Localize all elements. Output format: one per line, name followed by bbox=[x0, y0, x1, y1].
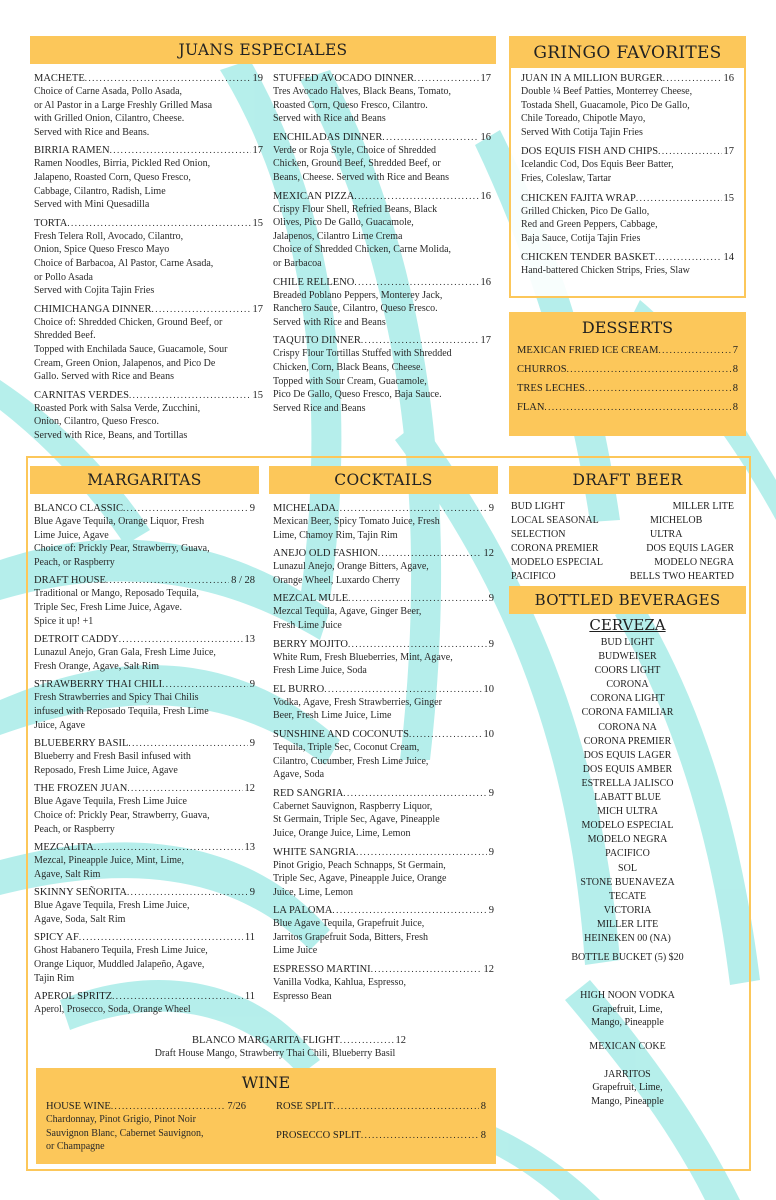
item-price: 16 bbox=[480, 190, 491, 202]
section-title-desserts: DESSERTS bbox=[581, 318, 674, 337]
juans-especiales-section bbox=[30, 36, 496, 64]
list-item: MILLER LITE bbox=[596, 918, 659, 930]
item-name: STRAWBERRY THAI CHILI bbox=[34, 679, 163, 691]
draft-right: DOS EQUIS LAGER bbox=[646, 543, 734, 554]
draft-left: MODELO ESPECIAL bbox=[511, 557, 603, 568]
item-price: 8 bbox=[732, 402, 738, 413]
menu-item bbox=[273, 190, 491, 271]
item-price: 16 bbox=[723, 73, 734, 84]
menu-item bbox=[521, 251, 734, 278]
menu-item bbox=[521, 145, 734, 185]
section-title-cocktails: COCKTAILS bbox=[269, 466, 498, 494]
list-item: HEINEKEN 00 (NA) bbox=[584, 932, 671, 944]
section-title-wine: WINE bbox=[241, 1073, 291, 1092]
item-name: BLUEBERRY BASIL bbox=[34, 738, 129, 750]
item-name: MICHELADA bbox=[273, 503, 336, 514]
cerveza-title: CERVEZA bbox=[589, 616, 666, 634]
menu-item bbox=[34, 990, 255, 1017]
cerveza-list bbox=[509, 636, 746, 965]
item-description: Breaded Poblano Peppers, Monterey Jack, Ranchero Sauce, Cilantro, Queso Fresco. Served with Rice and Beans bbox=[273, 289, 443, 328]
cocktails-section bbox=[269, 466, 498, 1008]
item-name: DOS EQUIS FISH AND CHIPS bbox=[521, 146, 659, 158]
item-description: Icelandic Cod, Dos Equis Beer Batter, Fries, Coleslaw, Tartar bbox=[521, 159, 674, 184]
menu-item bbox=[273, 502, 494, 542]
section-title-draft: DRAFT BEER bbox=[509, 466, 746, 494]
section-title-gringo: GRINGO FAVORITES bbox=[511, 38, 744, 68]
item-name: DRAFT HOUSE bbox=[34, 575, 106, 587]
item-price: 9 bbox=[488, 503, 494, 514]
draft-row bbox=[511, 570, 734, 584]
menu-item bbox=[273, 131, 491, 185]
draft-right: BELLS TWO HEARTED bbox=[629, 571, 734, 582]
item-price: 10 bbox=[483, 728, 494, 740]
item-price: 15 bbox=[723, 192, 734, 204]
item-name: THE FROZEN JUAN bbox=[34, 783, 128, 795]
item-price: 9 bbox=[249, 679, 255, 691]
item-name: MEXICAN FRIED ICE CREAM bbox=[517, 345, 659, 356]
wine-right-column bbox=[276, 1100, 486, 1159]
draft-row bbox=[511, 542, 734, 556]
section-title-juans: JUANS ESPECIALES bbox=[30, 36, 496, 64]
mexican-coke: MEXICAN COKE bbox=[589, 1040, 666, 1052]
item-description: Tres Avocado Halves, Black Beans, Tomato, Roasted Corn, Queso Fresco, Cilantro. Served with Rice and Beans bbox=[273, 86, 451, 125]
item-name: TORTA bbox=[34, 217, 68, 229]
menu-item bbox=[34, 574, 255, 628]
item-description: Draft House Mango, Strawberry Thai Chili, Blueberry Basil bbox=[154, 1048, 396, 1059]
menu-item bbox=[276, 1100, 486, 1113]
item-price: 13 bbox=[244, 634, 255, 646]
item-description: Tequila, Triple Sec, Coconut Cream, Cilantro, Cucumber, Fresh Lime Juice, Agave, Soda bbox=[273, 741, 429, 781]
margarita-flight bbox=[110, 1034, 440, 1061]
menu-item bbox=[276, 1129, 486, 1142]
item-price: 7 bbox=[732, 345, 738, 356]
item-price: 14 bbox=[723, 252, 734, 264]
list-item: CORONA LIGHT bbox=[590, 693, 665, 705]
menu-item bbox=[273, 683, 494, 723]
item-name: TRES LECHES bbox=[517, 383, 585, 394]
menu-item bbox=[273, 787, 494, 841]
menu-item bbox=[517, 401, 738, 414]
menu-item bbox=[517, 363, 738, 376]
item-description: Fresh Telera Roll, Avocado, Cilantro, Onion, Spice Queso Fresco Mayo Choice of Barbacoa, Al Pastor, Carne Asada, or Pollo Asada Served with Cojita Tajin Fries bbox=[34, 230, 214, 297]
item-description: Vodka, Agave, Fresh Strawberries, Ginger Beer, Fresh Lime Juice, Lime bbox=[273, 696, 442, 722]
menu-item bbox=[34, 931, 255, 985]
item-name: FLAN bbox=[517, 402, 545, 413]
menu-item bbox=[34, 217, 263, 298]
draft-right: MILLER LITE bbox=[672, 501, 734, 512]
item-price: 12 bbox=[483, 964, 494, 976]
item-price: 15 bbox=[252, 217, 263, 229]
item-description: Mexican Beer, Spicy Tomato Juice, Fresh Lime, Chamoy Rim, Tajin Rim bbox=[273, 516, 440, 541]
menu-item bbox=[34, 782, 255, 836]
item-price: 9 bbox=[488, 638, 494, 650]
list-item: SOL bbox=[618, 862, 637, 874]
item-description: Lunazul Anejo, Orange Bitters, Agave, Orange Wheel, Luxardo Cherry bbox=[273, 561, 429, 586]
item-price: 15 bbox=[252, 389, 263, 401]
item-price: 9 bbox=[249, 503, 255, 514]
item-price: 9 bbox=[488, 905, 494, 917]
bottle-bucket: BOTTLE BUCKET (5) $20 bbox=[571, 952, 684, 964]
list-item: DOS EQUIS LAGER bbox=[583, 749, 672, 761]
item-name: CARNITAS VERDES bbox=[34, 389, 129, 401]
item-price: 7/26 bbox=[227, 1101, 246, 1112]
jarritos-title: JARRITOS bbox=[604, 1068, 651, 1080]
jarritos bbox=[509, 1068, 746, 1109]
item-description: Blue Agave Tequila, Orange Liquor, Fresh Lime Juice, Agave Choice of: Prickly Pear, Strawberry, Guava, Peach, or Raspberry bbox=[34, 516, 210, 568]
item-name: ESPRESSO MARTINI bbox=[273, 964, 371, 976]
item-name: SPICY AF bbox=[34, 932, 79, 944]
item-name: STUFFED AVOCADO DINNER bbox=[273, 73, 414, 84]
menu-item bbox=[273, 904, 494, 958]
menu-item bbox=[273, 276, 491, 330]
draft-left: CORONA PREMIER bbox=[511, 543, 599, 554]
item-price: 11 bbox=[244, 991, 255, 1003]
item-description: Grilled Chicken, Pico De Gallo, Red and Green Peppers, Cabbage, Baja Sauce, Cotija Tajin Fries bbox=[521, 205, 658, 244]
item-name: CHICKEN TENDER BASKET bbox=[521, 252, 655, 264]
list-item: BUDWEISER bbox=[598, 651, 657, 663]
menu-item bbox=[517, 382, 738, 395]
menu-item bbox=[34, 389, 263, 443]
jarritos-desc: Grapefruit, Lime, Mango, Pineapple bbox=[591, 1082, 664, 1107]
item-description: Chardonnay, Pinot Grigio, Pinot Noir Sauvignon Blanc, Cabernet Sauvignon, or Champagne bbox=[46, 1114, 204, 1153]
list-item: MICH ULTRA bbox=[596, 806, 659, 818]
draft-right: MODELO NEGRA bbox=[654, 557, 734, 568]
item-name: TAQUITO DINNER bbox=[273, 335, 361, 347]
menu-item bbox=[273, 547, 494, 587]
item-description: Blue Agave Tequila, Grapefruit Juice, Jarritos Grapefruit Soda, Bitters, Fresh Lime Juice bbox=[273, 918, 428, 957]
high-noon-title: HIGH NOON VODKA bbox=[580, 990, 675, 1002]
item-description: Blue Agave Tequila, Fresh Lime Juice, Agave, Soda, Salt Rim bbox=[34, 900, 190, 925]
item-name: BERRY MOJITO bbox=[273, 638, 348, 650]
wine-section bbox=[36, 1068, 496, 1164]
item-name: BLANCO MARGARITA FLIGHT bbox=[191, 1035, 340, 1046]
item-name: MEZCALITA bbox=[34, 842, 94, 854]
list-item: STONE BUENAVEZA bbox=[580, 876, 675, 888]
item-description: Lunazul Anejo, Gran Gala, Fresh Lime Juice, Fresh Orange, Agave, Salt Rim bbox=[34, 647, 216, 672]
high-noon bbox=[509, 989, 746, 1030]
item-price: 9 bbox=[249, 738, 255, 750]
item-name: LA PALOMA bbox=[273, 905, 333, 917]
item-price: 17 bbox=[723, 146, 734, 158]
draft-left: LOCAL SEASONAL SELECTION bbox=[511, 515, 599, 540]
item-name: MACHETE bbox=[34, 73, 85, 84]
item-name: SKINNY SEÑORITA bbox=[34, 887, 127, 899]
menu-item bbox=[273, 638, 494, 678]
item-name: ROSE SPLIT bbox=[276, 1101, 334, 1112]
item-price: 12 bbox=[244, 783, 255, 795]
item-name: MEXICAN PIZZA bbox=[273, 190, 355, 202]
item-description: Fresh Strawberries and Spicy Thai Chilis infused with Reposado Tequila, Fresh Lime Juice, Agave bbox=[34, 692, 209, 731]
item-name: HOUSE WINE bbox=[46, 1101, 111, 1112]
item-price: 9 bbox=[488, 593, 494, 605]
item-price: 17 bbox=[252, 145, 263, 157]
list-item: CORONA FAMILIAR bbox=[581, 707, 674, 719]
menu-item bbox=[34, 502, 255, 569]
list-item: DOS EQUIS AMBER bbox=[582, 763, 673, 775]
menu-item bbox=[34, 144, 263, 211]
item-description: Crispy Flour Tortillas Stuffed with Shredded Chicken, Corn, Black Beans, Cheese. Topped with Sour Cream, Guacamole, Pico De Gallo, Queso Fresco, Baja Sauce. Served Rice and Beans bbox=[273, 348, 452, 414]
draft-row bbox=[511, 514, 734, 542]
item-name: SUNSHINE AND COCONUTS bbox=[273, 728, 409, 740]
item-price: 9 bbox=[488, 846, 494, 858]
item-price: 10 bbox=[483, 683, 494, 695]
item-description: Cabernet Sauvignon, Raspberry Liquor, St Germain, Triple Sec, Agave, Pineapple Juice, Orange Juice, Lime, Lemon bbox=[273, 800, 440, 839]
item-description: Mezcal, Pineapple Juice, Mint, Lime, Agave, Salt Rim bbox=[34, 855, 184, 880]
item-price: 12 bbox=[483, 548, 494, 560]
list-item: BUD LIGHT bbox=[600, 637, 655, 648]
item-name: CHILE RELLENO bbox=[273, 276, 355, 288]
item-name: APEROL SPRITZ bbox=[34, 991, 113, 1003]
item-description: Pinot Grigio, Peach Schnapps, St Germain, Triple Sec, Agave, Pineapple Juice, Orange Juice, Lime, Lemon bbox=[273, 859, 447, 898]
item-description: Choice of Carne Asada, Pollo Asada, or Al Pastor in a Large Freshly Grilled Masa with Grilled Onion, Cilantro, Cheese. Served with Rice and Beans. bbox=[34, 86, 213, 138]
menu-item bbox=[273, 72, 491, 126]
bottled-beverages-section bbox=[509, 586, 746, 1108]
menu-item bbox=[273, 728, 494, 782]
item-description: Roasted Pork with Salsa Verde, Zucchini, Onion, Cilantro, Queso Fresco. Served with Rice, Beans, and Tortillas bbox=[34, 402, 201, 441]
menu-item bbox=[34, 678, 255, 732]
list-item: ESTRELLA JALISCO bbox=[581, 777, 674, 789]
item-name: CHURROS bbox=[517, 364, 567, 375]
list-item: CORONA bbox=[606, 679, 649, 691]
item-price: 8 bbox=[480, 1130, 486, 1141]
margaritas-section bbox=[30, 466, 259, 1022]
menu-item bbox=[34, 72, 263, 139]
item-name: ENCHILADAS DINNER bbox=[273, 131, 383, 143]
item-price: 12 bbox=[395, 1035, 407, 1046]
section-title-bottled: BOTTLED BEVERAGES bbox=[509, 586, 746, 614]
menu-item bbox=[34, 633, 255, 673]
list-item: TECATE bbox=[608, 890, 647, 902]
item-price: 8 bbox=[732, 383, 738, 394]
item-name: DETROIT CADDY bbox=[34, 634, 119, 646]
item-price: 13 bbox=[244, 842, 255, 854]
item-description: Blue Agave Tequila, Fresh Lime Juice Choice of: Prickly Pear, Strawberry, Guava, Peach, or Raspberry bbox=[34, 796, 210, 835]
item-price: 9 bbox=[488, 787, 494, 799]
item-price: 8 / 28 bbox=[231, 575, 255, 587]
item-price: 16 bbox=[480, 276, 491, 288]
item-description: Ramen Noodles, Birria, Pickled Red Onion, Jalapeno, Roasted Corn, Queso Fresco, Cabbage, Cilantro, Radish, Lime Served with Mini Quesadilla bbox=[34, 158, 211, 211]
menu-item bbox=[34, 886, 255, 926]
item-price: 17 bbox=[252, 303, 263, 315]
item-description: Mezcal Tequila, Agave, Ginger Beer, Fresh Lime Juice bbox=[273, 606, 422, 631]
list-item: VICTORIA bbox=[603, 904, 652, 916]
menu-item bbox=[521, 72, 734, 139]
item-price: 8 bbox=[732, 364, 738, 375]
list-item: CORONA PREMIER bbox=[583, 735, 672, 747]
item-name: EL BURRO bbox=[273, 683, 325, 695]
item-description: Ghost Habanero Tequila, Fresh Lime Juice, Orange Liquor, Muddled Jalapeño, Agave, Tajin Rim bbox=[34, 945, 208, 984]
menu-item bbox=[273, 592, 494, 632]
gringo-favorites-section bbox=[509, 36, 746, 298]
menu-item bbox=[517, 344, 738, 357]
item-name: BLANCO CLASSIC bbox=[34, 503, 123, 514]
item-description: Double ¼ Beef Patties, Monterrey Cheese, Tostada Shell, Guacamole, Pico De Gallo, Chile Toreado, Chipotle Mayo, Served With Cotija Tajin Fries bbox=[521, 86, 693, 138]
list-item: PACIFICO bbox=[605, 848, 650, 860]
item-name: CHICKEN FAJITA WRAP bbox=[521, 192, 636, 204]
draft-right: MICHELOB ULTRA bbox=[650, 515, 703, 540]
draft-beer-section bbox=[509, 466, 746, 584]
menu-item bbox=[34, 841, 255, 881]
flight-leader: . . . . . . . . . . . . . . . bbox=[339, 1035, 394, 1045]
item-price: 19 bbox=[252, 73, 263, 84]
item-price: 17 bbox=[480, 335, 491, 347]
draft-row bbox=[511, 556, 734, 570]
menu-item bbox=[34, 737, 255, 777]
menu-item bbox=[46, 1100, 246, 1154]
item-price: 17 bbox=[480, 73, 491, 84]
draft-left: BUD LIGHT bbox=[511, 501, 565, 512]
draft-left: PACIFICO bbox=[511, 571, 556, 582]
item-price: 8 bbox=[480, 1101, 486, 1112]
item-price: 16 bbox=[480, 131, 491, 143]
item-name: JUAN IN A MILLION BURGER bbox=[521, 73, 663, 84]
section-title-margaritas: MARGARITAS bbox=[30, 466, 259, 494]
item-name: WHITE SANGRIA bbox=[273, 846, 357, 858]
item-name: CHIMICHANGA DINNER bbox=[34, 303, 152, 315]
item-name: ANEJO OLD FASHION bbox=[273, 548, 378, 560]
desserts-section bbox=[509, 312, 746, 436]
item-description: Hand-battered Chicken Strips, Fries, Slaw bbox=[521, 265, 690, 277]
list-item: LABATT BLUE bbox=[594, 792, 661, 804]
list-item: CORONA NA bbox=[598, 721, 657, 733]
item-name: PROSECCO SPLIT bbox=[276, 1130, 361, 1141]
juans-left-column bbox=[34, 72, 263, 447]
item-description: White Rum, Fresh Blueberries, Mint, Agave, Fresh Lime Juice, Soda bbox=[273, 651, 453, 677]
item-description: Aperol, Prosecco, Soda, Orange Wheel bbox=[34, 1004, 191, 1016]
menu-item bbox=[34, 303, 263, 384]
item-name: RED SANGRIA bbox=[273, 787, 344, 799]
item-description: Verde or Roja Style, Choice of Shredded Chicken, Ground Beef, Shredded Beef, or Beans, Cheese. Served with Rice and Beans bbox=[273, 144, 450, 183]
item-description: Crispy Flour Shell, Refried Beans, Black Olives, Pico De Gallo, Guacamole, Jalapenos, Cilantro Lime Crema Choice of Shredded Chicken, Carne Molida, or Barbacoa bbox=[273, 203, 452, 269]
item-description: Blueberry and Fresh Basil infused with Reposado, Fresh Lime Juice, Agave bbox=[34, 751, 191, 776]
wine-left-column bbox=[46, 1100, 246, 1159]
item-description: Traditional or Mango, Reposado Tequila, Triple Sec, Fresh Lime Juice, Agave. Spice it up! +1 bbox=[34, 588, 199, 627]
item-name: BIRRIA RAMEN bbox=[34, 145, 110, 157]
menu-item bbox=[521, 192, 734, 246]
menu-item bbox=[273, 334, 491, 415]
list-item: MODELO NEGRA bbox=[587, 834, 668, 846]
menu-item bbox=[273, 963, 494, 1003]
list-item: COORS LIGHT bbox=[594, 665, 661, 677]
high-noon-desc: Grapefruit, Lime, Mango, Pineapple bbox=[591, 1003, 664, 1029]
list-item: MODELO ESPECIAL bbox=[581, 820, 674, 832]
juans-right-column bbox=[273, 72, 491, 420]
item-price: 11 bbox=[244, 932, 255, 944]
draft-row bbox=[511, 500, 734, 514]
item-name: MEZCAL MULE bbox=[273, 593, 349, 605]
item-description: Choice of: Shredded Chicken, Ground Beef, or Shredded Beef. Topped with Enchilada Sauce, Guacamole, Sour Cream, Green Onion, Jalapenos, and Pico De Gallo. Served with Rice and Beans bbox=[34, 316, 228, 383]
item-price: 9 bbox=[249, 887, 255, 899]
item-description: Vanilla Vodka, Kahlua, Espresso, Espresso Bean bbox=[273, 977, 406, 1002]
menu-item bbox=[273, 846, 494, 900]
